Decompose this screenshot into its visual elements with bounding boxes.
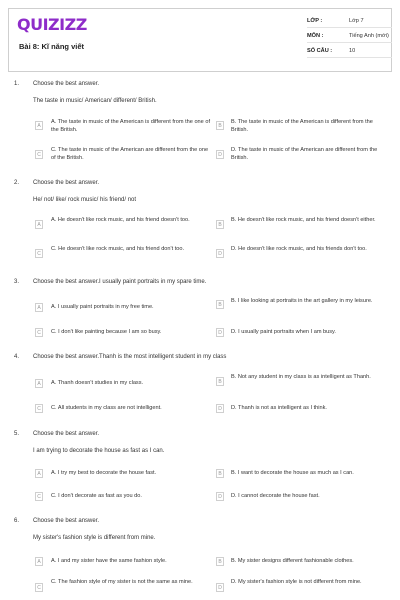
- option-b[interactable]: [231, 373, 391, 381]
- option-a[interactable]: [51, 118, 211, 134]
- option-text: I want to decorate the house as much as I can.: [237, 470, 354, 476]
- meta-divider: [307, 27, 392, 28]
- option-c-checkbox[interactable]: C: [35, 150, 43, 159]
- option-b[interactable]: [231, 469, 391, 477]
- option-d-checkbox[interactable]: D: [216, 583, 224, 592]
- option-c-checkbox[interactable]: C: [35, 583, 43, 592]
- option-d[interactable]: [231, 578, 391, 586]
- meta-question-count: [307, 48, 392, 60]
- option-letter: B.: [231, 298, 237, 304]
- meta-divider: [307, 57, 392, 58]
- option-letter: B.: [231, 470, 237, 476]
- meta-class-value: Lớp 7: [349, 18, 364, 24]
- option-d[interactable]: [231, 328, 391, 336]
- question-number: 3.: [14, 279, 20, 285]
- worksheet-title: Bài 8: Kĩ năng viết: [19, 42, 85, 51]
- option-a[interactable]: [51, 379, 211, 387]
- option-a-checkbox[interactable]: A: [35, 303, 43, 312]
- option-letter: D.: [231, 493, 237, 499]
- meta-class: [307, 18, 392, 30]
- option-d-checkbox[interactable]: D: [216, 492, 224, 501]
- question-prompt: Choose the best answer.Thanh is the most intelligent student in my class: [33, 354, 227, 360]
- option-letter: A.: [51, 217, 57, 223]
- question-prompt: Choose the best answer.: [33, 81, 100, 87]
- option-text: I don't decorate as fast as you do.: [58, 493, 142, 499]
- option-letter: D.: [231, 147, 237, 153]
- question-stem: He/ not/ like/ rock music/ his friend/ not: [33, 197, 137, 203]
- option-b[interactable]: [231, 118, 391, 134]
- question-stem: My sister's fashion style is different from mine.: [33, 535, 156, 541]
- option-a-checkbox[interactable]: A: [35, 557, 43, 566]
- option-b[interactable]: [231, 557, 391, 565]
- quizizz-logo: QUIZIZZ: [17, 15, 87, 34]
- option-d[interactable]: [231, 245, 391, 253]
- option-c[interactable]: [51, 404, 211, 412]
- meta-divider: [307, 42, 392, 43]
- option-a-checkbox[interactable]: A: [35, 379, 43, 388]
- option-d[interactable]: [231, 492, 391, 500]
- option-c[interactable]: [51, 328, 211, 336]
- question-number: 5.: [14, 431, 20, 437]
- option-d-checkbox[interactable]: D: [216, 404, 224, 413]
- option-text: The taste in music of the American are different from the British.: [231, 147, 378, 161]
- option-a[interactable]: [51, 216, 211, 224]
- question-prompt: Choose the best answer.: [33, 518, 100, 524]
- option-c-checkbox[interactable]: C: [35, 404, 43, 413]
- question-prompt: Choose the best answer.: [33, 431, 100, 437]
- meta-question-count-label: SỐ CÂU :: [307, 48, 333, 54]
- option-letter: A.: [51, 470, 57, 476]
- question-prompt: Choose the best answer.I usually paint portraits in my spare time.: [33, 279, 207, 285]
- option-c[interactable]: [51, 492, 211, 500]
- option-text: The taste in music of the American is different from the one of the British.: [51, 119, 210, 133]
- option-text: I like looking at portraits in the art gallery in my leisure.: [237, 298, 373, 304]
- option-b[interactable]: [231, 216, 391, 224]
- option-a[interactable]: [51, 303, 211, 311]
- option-letter: D.: [231, 405, 237, 411]
- option-text: My sister's fashion style is not different from mine.: [238, 579, 362, 585]
- option-text: Thanh doesn't studies in my class.: [57, 380, 144, 386]
- question-stem: The taste in music/ American/ different/ British.: [33, 98, 157, 104]
- option-text: I don't like painting because I am so busy.: [58, 329, 162, 335]
- option-c-checkbox[interactable]: C: [35, 328, 43, 337]
- option-a-checkbox[interactable]: A: [35, 220, 43, 229]
- option-a[interactable]: [51, 557, 211, 565]
- question-stem: I am trying to decorate the house as fast as I can.: [33, 448, 165, 454]
- option-letter: C.: [51, 329, 57, 335]
- option-d[interactable]: [231, 146, 391, 162]
- meta-question-count-value: 10: [349, 48, 356, 54]
- option-d-checkbox[interactable]: D: [216, 249, 224, 258]
- option-d[interactable]: [231, 404, 391, 412]
- option-d-checkbox[interactable]: D: [216, 150, 224, 159]
- option-b-checkbox[interactable]: B: [216, 557, 224, 566]
- option-b-checkbox[interactable]: B: [216, 300, 224, 309]
- question-prompt: Choose the best answer.: [33, 180, 100, 186]
- meta-subject: [307, 33, 392, 45]
- option-text: My sister designs different fashionable clothes.: [237, 558, 354, 564]
- option-b[interactable]: [231, 297, 391, 305]
- option-b-checkbox[interactable]: B: [216, 121, 224, 130]
- option-text: All students in my class are not intelligent.: [57, 405, 162, 411]
- option-letter: C.: [51, 493, 57, 499]
- option-c[interactable]: [51, 146, 211, 162]
- option-d-checkbox[interactable]: D: [216, 328, 224, 337]
- option-letter: B.: [231, 558, 237, 564]
- option-letter: B.: [231, 119, 237, 125]
- option-text: The taste in music of the American are different from the one of the British.: [51, 147, 209, 161]
- worksheet-header: [8, 8, 392, 72]
- option-letter: C.: [51, 246, 57, 252]
- option-letter: A.: [51, 119, 57, 125]
- option-text: He doesn't like rock music, and his friend don't too.: [58, 246, 185, 252]
- meta-subject-value: Tiếng Anh (mới): [349, 33, 389, 39]
- option-c[interactable]: [51, 245, 211, 253]
- option-b-checkbox[interactable]: B: [216, 220, 224, 229]
- option-letter: C.: [51, 147, 57, 153]
- option-letter: D.: [231, 579, 237, 585]
- option-letter: B.: [231, 374, 237, 380]
- option-c-checkbox[interactable]: C: [35, 249, 43, 258]
- option-letter: D.: [231, 329, 237, 335]
- option-text: He doesn't like rock music, and his friend doesn't too.: [57, 217, 190, 223]
- option-text: Not any student in my class is as intelligent as Thanh.: [237, 374, 371, 380]
- option-a-checkbox[interactable]: A: [35, 469, 43, 478]
- option-text: Thanh is not as intelligent as I think.: [238, 405, 327, 411]
- option-text: I cannot decorate the house fast.: [238, 493, 320, 499]
- option-text: I usually paint portraits in my free time.: [57, 304, 154, 310]
- option-letter: A.: [51, 558, 57, 564]
- option-text: I try my best to decorate the house fast.: [57, 470, 157, 476]
- option-a[interactable]: [51, 469, 211, 477]
- option-b-checkbox[interactable]: B: [216, 469, 224, 478]
- option-letter: A.: [51, 380, 57, 386]
- option-c[interactable]: [51, 578, 211, 586]
- option-text: The fashion style of my sister is not the same as mine.: [58, 579, 193, 585]
- option-text: The taste in music of the American is different from the British.: [231, 119, 373, 133]
- option-text: He doesn't like rock music, and his friends don't too.: [238, 246, 367, 252]
- option-text: I usually paint portraits when I am busy.: [238, 329, 336, 335]
- option-letter: C.: [51, 405, 57, 411]
- option-letter: B.: [231, 217, 237, 223]
- option-letter: A.: [51, 304, 57, 310]
- option-text: He doesn't like rock music, and his friend doesn't either.: [237, 217, 376, 223]
- question-number: 2.: [14, 180, 20, 186]
- meta-class-label: LỚP :: [307, 18, 323, 24]
- option-text: I and my sister have the same fashion style.: [57, 558, 167, 564]
- meta-subject-label: MÔN :: [307, 33, 324, 39]
- question-number: 6.: [14, 518, 20, 524]
- option-letter: D.: [231, 246, 237, 252]
- question-number: 4.: [14, 354, 20, 360]
- option-c-checkbox[interactable]: C: [35, 492, 43, 501]
- option-a-checkbox[interactable]: A: [35, 121, 43, 130]
- question-number: 1.: [14, 81, 20, 87]
- option-letter: C.: [51, 579, 57, 585]
- option-b-checkbox[interactable]: B: [216, 377, 224, 386]
